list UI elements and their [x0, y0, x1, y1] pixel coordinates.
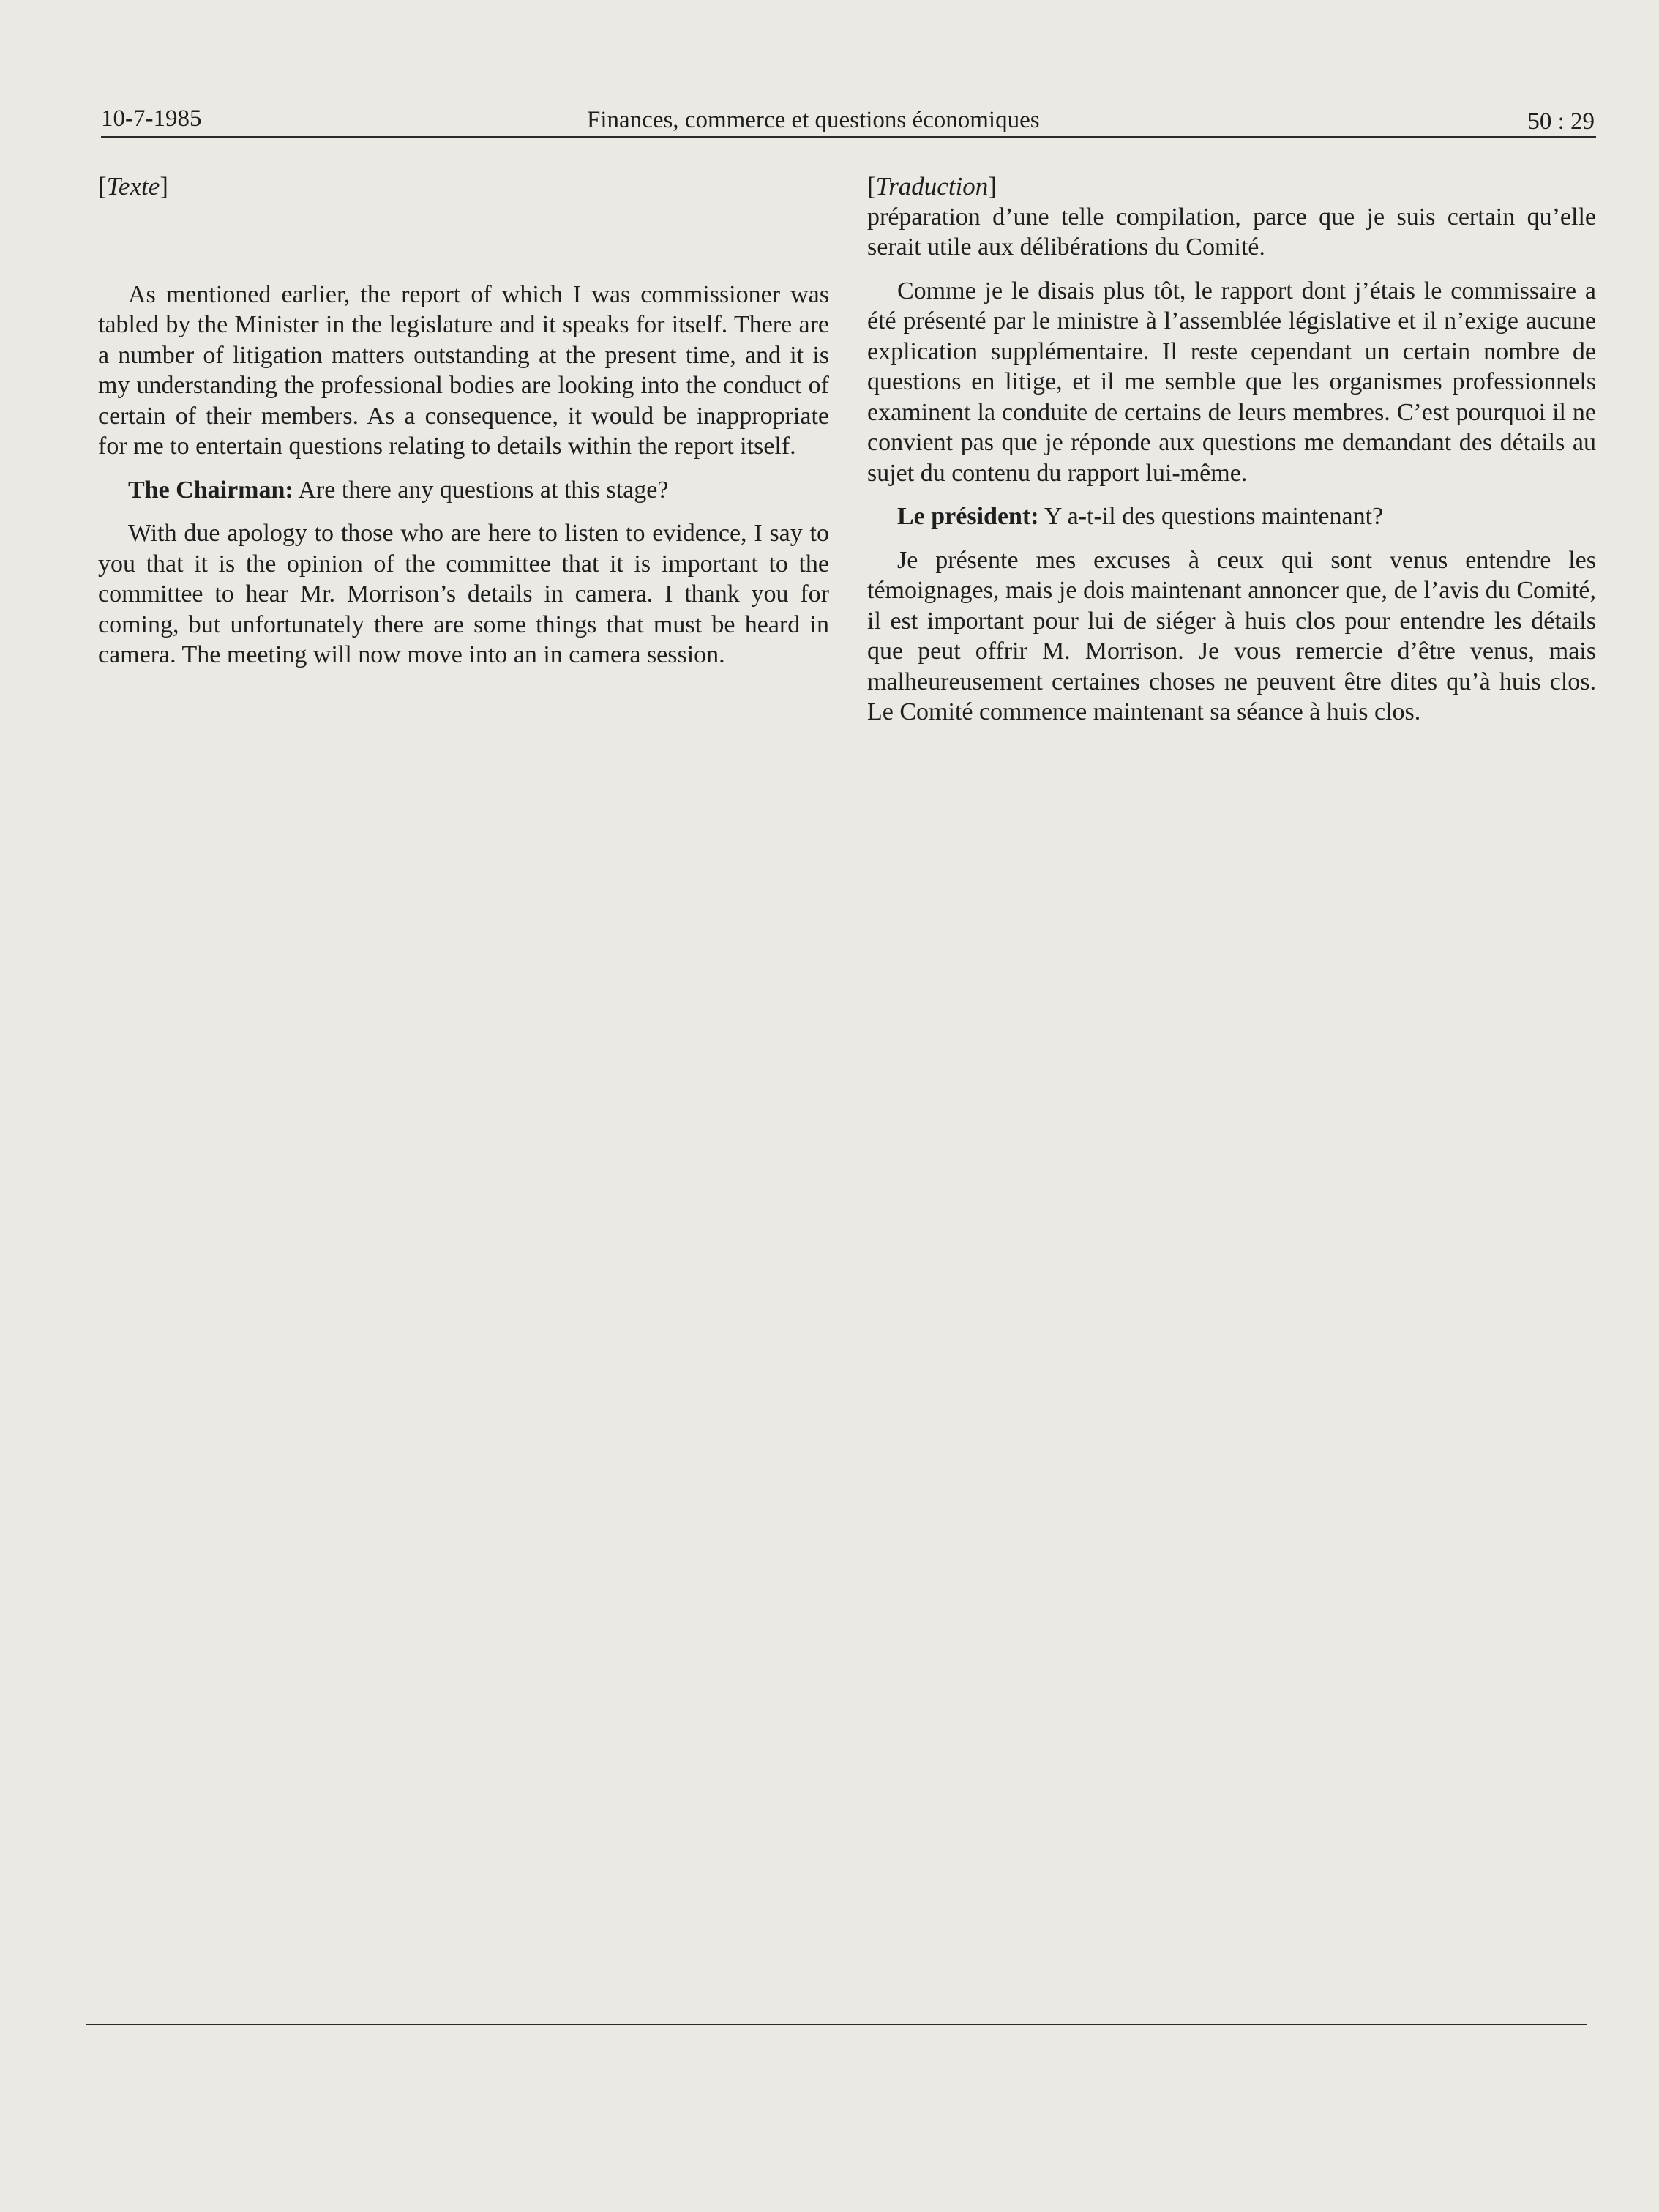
header-rule — [101, 136, 1596, 138]
header-page-number: 50 : 29 — [1527, 108, 1595, 135]
section-label-traduction — [867, 171, 1596, 202]
speaker-line: Y a-t-il des questions maintenant? — [1038, 503, 1384, 530]
speaker-line: Are there any questions at this stage? — [293, 476, 669, 504]
footer-rule — [86, 2024, 1587, 2025]
english-paragraph-1: As mentioned earlier, the report of which I was commissioner was tabled by the Minister in the legislature and it speaks for itself. There are a number of litigation matters outstanding at the present time, and it is my understanding the professional bodies are looking into the conduct of certain of their members. As a consequence, it would be inappropriate for me to entertain questions relating to details within the report itself. — [98, 280, 829, 460]
header-date: 10-7-1985 — [101, 105, 202, 132]
english-column — [98, 171, 829, 684]
speaker-name: The Chairman: — [128, 476, 293, 504]
label-close-bracket: ] — [988, 172, 997, 201]
label-text: Traduction — [875, 172, 989, 201]
english-speaker-paragraph — [98, 475, 829, 506]
section-label-texte — [98, 171, 829, 202]
french-paragraph-1: Comme je le disais plus tôt, le rapport dont j’étais le commissaire a été présenté par le ministre à l’assemblée législative et il n’exige aucune explication supplémentaire. Il reste cependant un certain nombre de questions en litige, et il me semble que les organismes professionnels examinent la conduite de certains de leurs membres. C’est pourquoi il ne convient pas que je réponde aux questions me demandant des détails au sujet du contenu du rapport lui-même. — [867, 277, 1596, 487]
speaker-name: Le président: — [897, 503, 1039, 530]
french-paragraph-2: Je présente mes excuses à ceux qui sont venus entendre les témoignages, mais je dois maintenant annoncer que, de l’avis du Comité, il est important pour lui de siéger à huis clos pour entendre les détails que peut offrir M. Morrison. Je vous remercie d’être venus, mais malheureusement certaines choses ne peuvent être dites qu’à huis clos. Le Comité commence maintenant sa séance à huis clos. — [867, 546, 1596, 725]
label-open-bracket: [ — [867, 172, 876, 201]
header-title: Finances, commerce et questions économiques — [587, 107, 1040, 133]
french-column — [867, 171, 1596, 741]
label-text: Texte — [106, 172, 160, 201]
english-paragraph-2: With due apology to those who are here to listen to evidence, I say to you that it is the opinion of the committee that it is important to the committee to hear Mr. Morrison’s details in camera. I thank you for coming, but unfortunately there are some things that must be heard in camera. The meeting will now move into an in camera session. — [98, 520, 829, 668]
french-speaker-paragraph — [867, 501, 1596, 532]
label-open-bracket: [ — [98, 172, 107, 201]
french-continuation: préparation d’une telle compilation, parce que je suis certain qu’elle serait utile aux délibérations du Comité. — [867, 203, 1596, 261]
label-close-bracket: ] — [160, 172, 168, 201]
